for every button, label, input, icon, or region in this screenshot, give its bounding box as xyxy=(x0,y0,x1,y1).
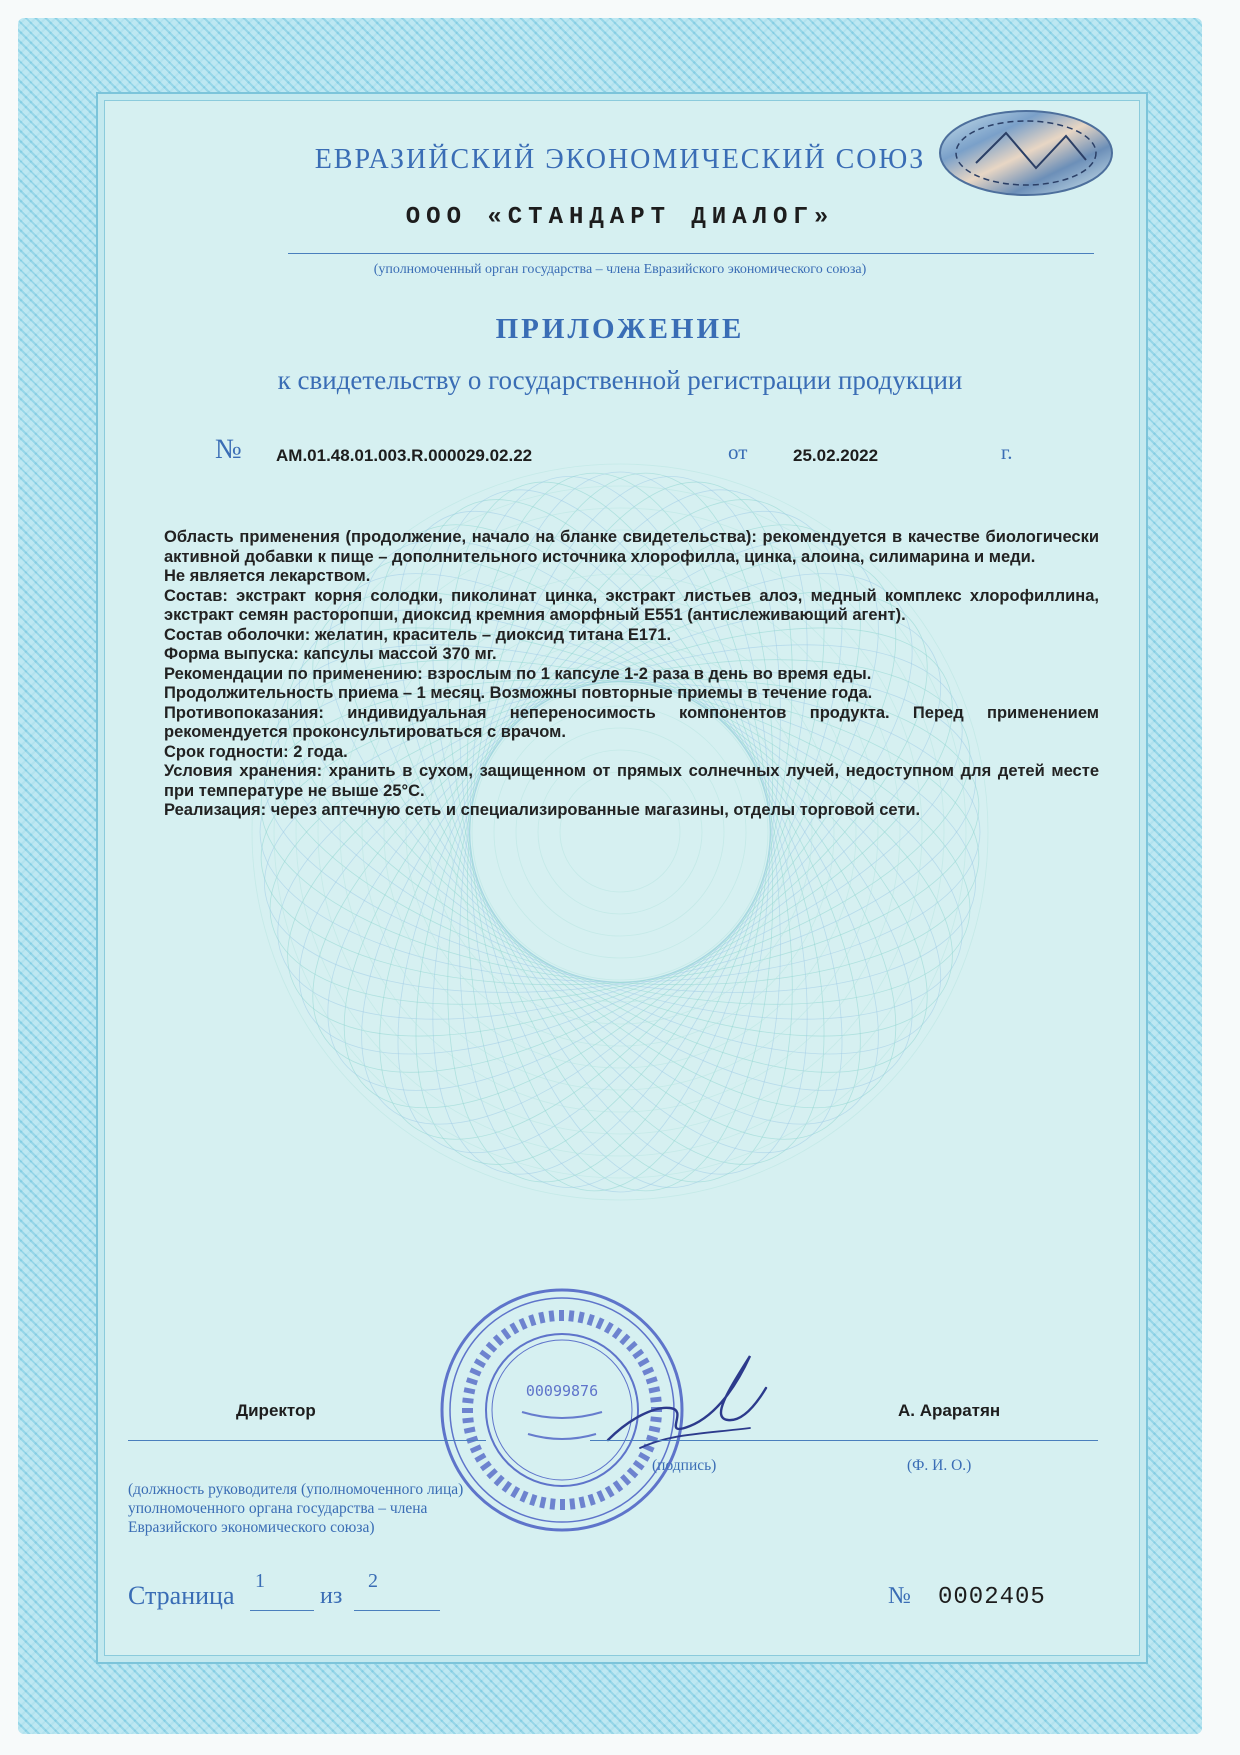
signer-name: А. Араратян xyxy=(898,1401,1001,1420)
page-title: ПРИЛОЖЕНИЕ xyxy=(495,313,745,345)
signature-note: (подпись) xyxy=(652,1457,717,1474)
handwritten-signature xyxy=(600,1348,770,1458)
page-current: 1 xyxy=(255,1570,265,1592)
body-paragraph: Форма выпуска: капсулы массой 370 мг. xyxy=(164,645,497,663)
body-paragraph: Не является лекарством. xyxy=(164,567,371,585)
body-paragraph: Условия хранения: хранить в сухом, защищенном от прямых солнечных лучей, недоступном для детей месте при температуре не выше 25°С. xyxy=(164,762,1099,800)
registration-date-label: от xyxy=(728,440,748,464)
registration-year-label: г. xyxy=(1001,440,1013,464)
role-underline xyxy=(128,1440,486,1441)
body-paragraph: Срок годности: 2 года. xyxy=(164,742,348,761)
stamp-code: 00099876 xyxy=(525,1382,599,1400)
union-title: ЕВРАЗИЙСКИЙ ЭКОНОМИЧЕСКИЙ СОЮЗ xyxy=(314,144,926,175)
name-underline xyxy=(812,1440,1098,1441)
serial-number: 0002405 xyxy=(938,1584,1046,1611)
signer-role-note: (должность руководителя (уполномоченного лица) уполномоченного органа государства – члена Евразийского экономического союза) xyxy=(128,1481,464,1536)
page-label: Страница xyxy=(128,1581,235,1610)
product-description xyxy=(164,528,1099,821)
organization-underline xyxy=(288,253,1094,254)
serial-label: № xyxy=(888,1583,911,1609)
page-total-underline xyxy=(354,1610,440,1611)
body-paragraph: Область применения (продолжение, начало на бланке свидетельства): рекомендуется в качестве биологически активной добавки к пище – дополнительного источника хлорофилла, цинка, алоина, силимарина и меди. xyxy=(164,528,1099,566)
body-paragraph: Состав: экстракт корня солодки, пиколинат цинка, экстракт листьев алоэ, медный комплекс хлорофиллина, экстракт семян расторопши, диоксид кремния аморфный Е551 (антислеживающий агент). xyxy=(164,586,1099,624)
registration-date: 25.02.2022 xyxy=(793,446,879,465)
body-paragraph: Противопоказания: индивидуальная непереносимость компонентов продукта. Перед применением рекомендуется проконсультироваться с врачом. xyxy=(164,703,1099,741)
body-paragraph: Состав оболочки: желатин, краситель – диоксид титана Е171. xyxy=(164,625,672,644)
signer-role: Директор xyxy=(236,1401,316,1420)
registration-number-label: № xyxy=(215,434,242,465)
organization-note: (уполномоченный орган государства – члена Евразийского экономического союза) xyxy=(373,262,867,277)
page-current-underline xyxy=(250,1610,314,1611)
page-total: 2 xyxy=(368,1570,378,1592)
page-of-label: из xyxy=(320,1583,343,1609)
signature-underline xyxy=(590,1440,822,1441)
body-paragraph: Рекомендации по применению: взрослым по 1 капсуле 1-2 раза в день во время еды. xyxy=(164,664,872,683)
name-note: (Ф. И. О.) xyxy=(907,1457,972,1474)
page-subtitle: к свидетельству о государственной регистрации продукции xyxy=(277,365,963,395)
body-paragraph: Реализация: через аптечную сеть и специализированные магазины, отделы торговой сети. xyxy=(164,801,921,819)
organization-name: ООО «СТАНДАРТ ДИАЛОГ» xyxy=(405,204,835,231)
body-paragraph: Продолжительность приема – 1 месяц. Возможны повторные приемы в течение года. xyxy=(164,684,873,702)
registration-number: AM.01.48.01.003.R.000029.02.22 xyxy=(276,446,533,465)
